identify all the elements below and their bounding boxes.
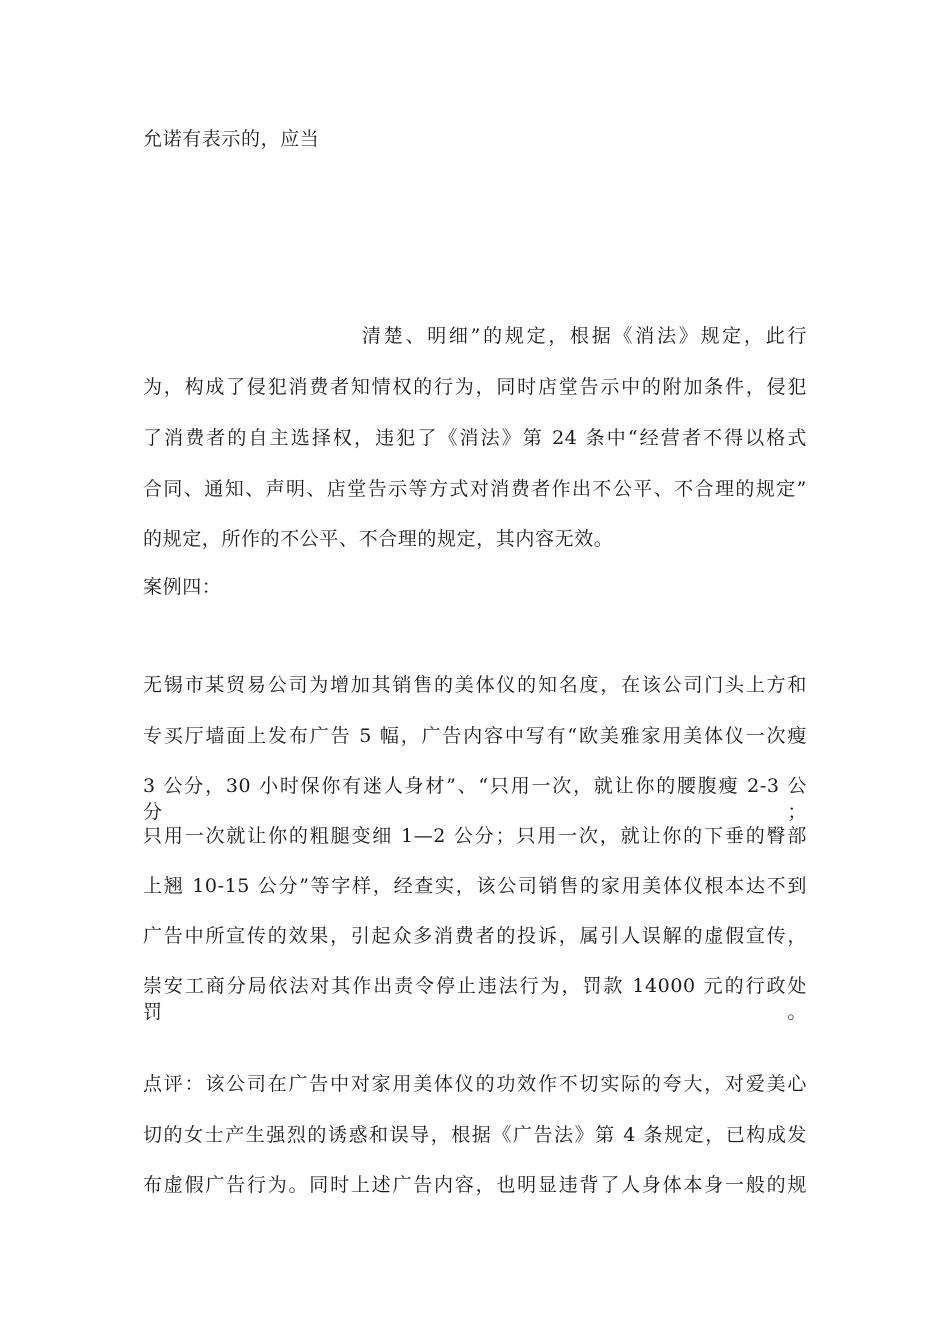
paragraph-line: 崇安工商分局依法对其作出责令停止违法行为，罚款 14000 元的行政处罚。	[143, 975, 807, 1023]
paragraph-line: 3 公分，30 小时保你有迷人身材”、“只用一次，就让你的腰腹瘦 2-3 公分；	[143, 775, 807, 823]
paragraph-line: 了消费者的自主选择权，违犯了《消法》第 24 条中“经营者不得以格式	[143, 427, 807, 449]
paragraph-line: 布虚假广告行为。同时上述广告内容，也明显违背了人身体本身一般的规	[143, 1174, 807, 1196]
paragraph-line: 广告中所宣传的效果，引起众多消费者的投诉，属引人误解的虚假宣传，	[143, 925, 807, 947]
paragraph-line: 的规定，所作的不公平、不合理的规定，其内容无效。	[143, 528, 614, 550]
paragraph-line: 切的女士产生强烈的诱惑和误导，根据《广告法》第 4 条规定，已构成发	[143, 1124, 807, 1146]
paragraph-line: 只用一次就让你的粗腿变细 1—2 公分；只用一次，就让你的下垂的臀部	[143, 825, 807, 847]
paragraph-line: 专买厅墙面上发布广告 5 幅，广告内容中写有“欧美雅家用美体仪一次瘦	[143, 725, 807, 747]
paragraph-line: 清楚、明细”的规定，根据《消法》规定，此行	[362, 325, 807, 347]
paragraph-line: 点评：该公司在广告中对家用美体仪的功效作不切实际的夸大，对爱美心	[143, 1073, 807, 1095]
paragraph-line: 合同、通知、声明、店堂告示等方式对消费者作出不公平、不合理的规定”	[143, 478, 807, 500]
case-heading: 案例四：	[143, 576, 222, 598]
paragraph-line: 无锡市某贸易公司为增加其销售的美体仪的知名度，在该公司门头上方和	[143, 674, 807, 696]
fragment-top-line: 允诺有表示的，应当	[143, 128, 320, 150]
paragraph-line: 为，构成了侵犯消费者知情权的行为，同时店堂告示中的附加条件，侵犯	[143, 376, 807, 398]
paragraph-line: 上翘 10-15 公分”等字样，经查实，该公司销售的家用美体仪根本达不到	[143, 875, 807, 897]
